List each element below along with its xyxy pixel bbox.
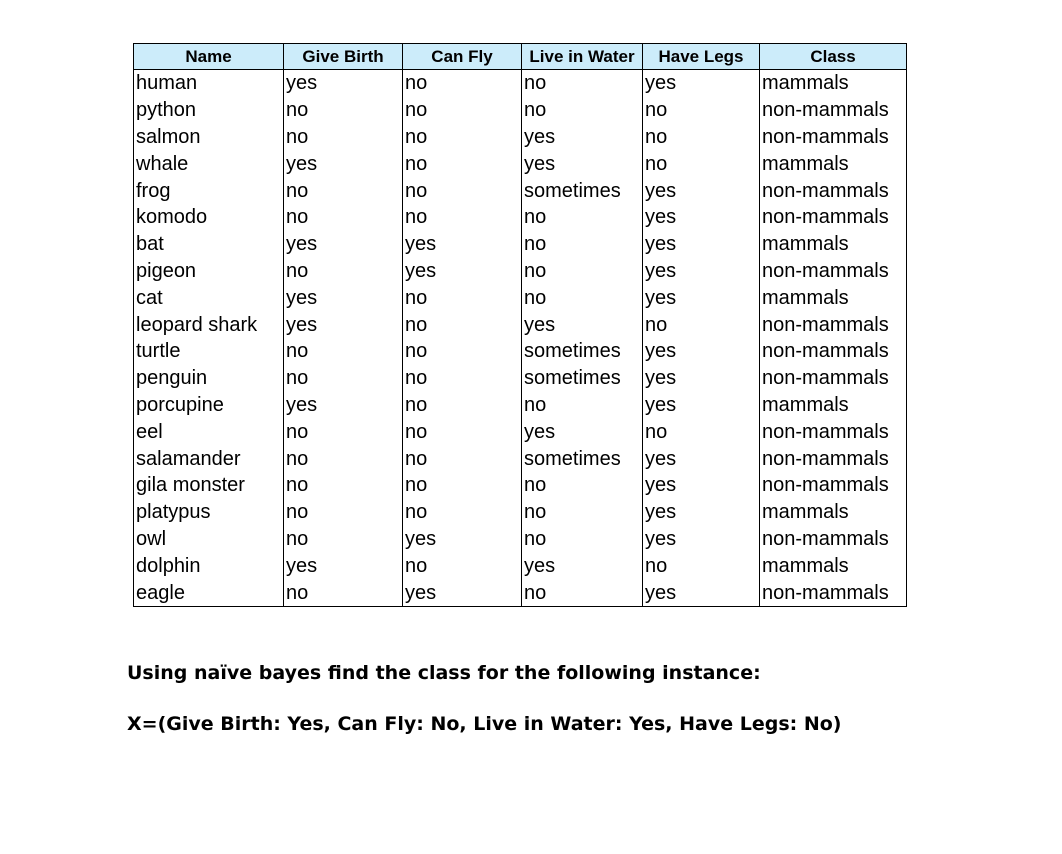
table-row bbox=[134, 258, 907, 285]
cell-have-legs: yes bbox=[643, 445, 760, 472]
table-row bbox=[134, 418, 907, 445]
table-row bbox=[134, 338, 907, 365]
cell-live-in-water: yes bbox=[522, 124, 643, 151]
cell-have-legs: no bbox=[643, 418, 760, 445]
table-row bbox=[134, 311, 907, 338]
cell-class: non-mammals bbox=[760, 338, 907, 365]
cell-class: non-mammals bbox=[760, 365, 907, 392]
cell-class: non-mammals bbox=[760, 579, 907, 606]
cell-name: platypus bbox=[134, 499, 284, 526]
cell-name: salmon bbox=[134, 124, 284, 151]
cell-live-in-water: no bbox=[522, 204, 643, 231]
table-row bbox=[134, 552, 907, 579]
cell-give-birth: yes bbox=[284, 150, 403, 177]
table-row bbox=[134, 231, 907, 258]
cell-class: mammals bbox=[760, 231, 907, 258]
column-header-can-fly: Can Fly bbox=[403, 44, 522, 70]
cell-class: mammals bbox=[760, 284, 907, 311]
cell-name: gila monster bbox=[134, 472, 284, 499]
cell-have-legs: yes bbox=[643, 472, 760, 499]
cell-have-legs: yes bbox=[643, 338, 760, 365]
cell-live-in-water: yes bbox=[522, 311, 643, 338]
cell-can-fly: no bbox=[403, 284, 522, 311]
cell-class: non-mammals bbox=[760, 258, 907, 285]
cell-name: eagle bbox=[134, 579, 284, 606]
cell-have-legs: yes bbox=[643, 284, 760, 311]
cell-live-in-water: no bbox=[522, 579, 643, 606]
cell-live-in-water: no bbox=[522, 231, 643, 258]
cell-name: frog bbox=[134, 177, 284, 204]
table-row bbox=[134, 392, 907, 419]
cell-give-birth: yes bbox=[284, 392, 403, 419]
cell-name: whale bbox=[134, 150, 284, 177]
cell-name: porcupine bbox=[134, 392, 284, 419]
cell-name: turtle bbox=[134, 338, 284, 365]
cell-class: non-mammals bbox=[760, 418, 907, 445]
cell-name: komodo bbox=[134, 204, 284, 231]
cell-have-legs: no bbox=[643, 311, 760, 338]
cell-have-legs: yes bbox=[643, 579, 760, 606]
column-header-give-birth: Give Birth bbox=[284, 44, 403, 70]
cell-give-birth: yes bbox=[284, 70, 403, 97]
cell-live-in-water: no bbox=[522, 70, 643, 97]
cell-live-in-water: yes bbox=[522, 418, 643, 445]
cell-can-fly: no bbox=[403, 204, 522, 231]
question-prompt: Using naïve bayes find the class for the following instance: bbox=[127, 662, 761, 684]
table-row bbox=[134, 445, 907, 472]
cell-name: penguin bbox=[134, 365, 284, 392]
cell-class: mammals bbox=[760, 392, 907, 419]
cell-give-birth: no bbox=[284, 258, 403, 285]
cell-give-birth: no bbox=[284, 124, 403, 151]
cell-live-in-water: sometimes bbox=[522, 365, 643, 392]
cell-live-in-water: sometimes bbox=[522, 445, 643, 472]
cell-give-birth: no bbox=[284, 97, 403, 124]
cell-class: mammals bbox=[760, 70, 907, 97]
cell-have-legs: no bbox=[643, 552, 760, 579]
cell-can-fly: no bbox=[403, 124, 522, 151]
cell-give-birth: no bbox=[284, 526, 403, 553]
cell-live-in-water: sometimes bbox=[522, 338, 643, 365]
cell-class: non-mammals bbox=[760, 472, 907, 499]
table-header-row bbox=[134, 44, 907, 70]
cell-name: cat bbox=[134, 284, 284, 311]
cell-can-fly: no bbox=[403, 365, 522, 392]
table-row bbox=[134, 284, 907, 311]
cell-class: non-mammals bbox=[760, 311, 907, 338]
cell-have-legs: yes bbox=[643, 392, 760, 419]
cell-can-fly: no bbox=[403, 177, 522, 204]
cell-can-fly: no bbox=[403, 150, 522, 177]
question-instance: X=(Give Birth: Yes, Can Fly: No, Live in Water: Yes, Have Legs: No) bbox=[127, 713, 842, 735]
cell-live-in-water: no bbox=[522, 526, 643, 553]
cell-can-fly: no bbox=[403, 70, 522, 97]
cell-have-legs: yes bbox=[643, 365, 760, 392]
cell-name: leopard shark bbox=[134, 311, 284, 338]
cell-can-fly: no bbox=[403, 445, 522, 472]
table-row bbox=[134, 124, 907, 151]
table-row bbox=[134, 365, 907, 392]
table-body bbox=[134, 70, 907, 607]
cell-can-fly: no bbox=[403, 472, 522, 499]
cell-class: non-mammals bbox=[760, 526, 907, 553]
cell-live-in-water: no bbox=[522, 97, 643, 124]
cell-give-birth: no bbox=[284, 472, 403, 499]
cell-name: salamander bbox=[134, 445, 284, 472]
cell-can-fly: no bbox=[403, 97, 522, 124]
cell-class: non-mammals bbox=[760, 97, 907, 124]
cell-name: eel bbox=[134, 418, 284, 445]
cell-class: non-mammals bbox=[760, 177, 907, 204]
cell-give-birth: yes bbox=[284, 311, 403, 338]
cell-have-legs: yes bbox=[643, 177, 760, 204]
cell-name: human bbox=[134, 70, 284, 97]
cell-give-birth: yes bbox=[284, 552, 403, 579]
cell-class: mammals bbox=[760, 552, 907, 579]
cell-have-legs: yes bbox=[643, 499, 760, 526]
table-row bbox=[134, 579, 907, 606]
cell-class: non-mammals bbox=[760, 124, 907, 151]
cell-have-legs: no bbox=[643, 150, 760, 177]
cell-have-legs: no bbox=[643, 97, 760, 124]
table-row bbox=[134, 499, 907, 526]
cell-live-in-water: no bbox=[522, 472, 643, 499]
cell-can-fly: yes bbox=[403, 579, 522, 606]
cell-live-in-water: no bbox=[522, 392, 643, 419]
cell-give-birth: no bbox=[284, 418, 403, 445]
cell-can-fly: yes bbox=[403, 231, 522, 258]
column-header-live-in-water: Live in Water bbox=[522, 44, 643, 70]
cell-live-in-water: sometimes bbox=[522, 177, 643, 204]
cell-have-legs: yes bbox=[643, 526, 760, 553]
column-header-name: Name bbox=[134, 44, 284, 70]
table-row bbox=[134, 204, 907, 231]
cell-have-legs: yes bbox=[643, 258, 760, 285]
cell-can-fly: no bbox=[403, 552, 522, 579]
cell-have-legs: no bbox=[643, 124, 760, 151]
cell-name: python bbox=[134, 97, 284, 124]
table-row bbox=[134, 150, 907, 177]
cell-live-in-water: no bbox=[522, 499, 643, 526]
cell-live-in-water: yes bbox=[522, 150, 643, 177]
cell-class: non-mammals bbox=[760, 204, 907, 231]
cell-name: bat bbox=[134, 231, 284, 258]
cell-have-legs: yes bbox=[643, 70, 760, 97]
table-row bbox=[134, 177, 907, 204]
column-header-have-legs: Have Legs bbox=[643, 44, 760, 70]
column-header-class: Class bbox=[760, 44, 907, 70]
cell-give-birth: no bbox=[284, 365, 403, 392]
cell-have-legs: yes bbox=[643, 204, 760, 231]
table-row bbox=[134, 70, 907, 97]
cell-can-fly: no bbox=[403, 338, 522, 365]
cell-have-legs: yes bbox=[643, 231, 760, 258]
cell-class: mammals bbox=[760, 150, 907, 177]
cell-give-birth: yes bbox=[284, 284, 403, 311]
cell-give-birth: yes bbox=[284, 231, 403, 258]
table-row bbox=[134, 472, 907, 499]
cell-live-in-water: no bbox=[522, 258, 643, 285]
cell-live-in-water: no bbox=[522, 284, 643, 311]
cell-give-birth: no bbox=[284, 204, 403, 231]
cell-can-fly: yes bbox=[403, 258, 522, 285]
cell-can-fly: no bbox=[403, 311, 522, 338]
animal-data-table bbox=[133, 43, 907, 607]
cell-class: non-mammals bbox=[760, 445, 907, 472]
cell-name: pigeon bbox=[134, 258, 284, 285]
cell-can-fly: no bbox=[403, 499, 522, 526]
cell-give-birth: no bbox=[284, 177, 403, 204]
cell-can-fly: yes bbox=[403, 526, 522, 553]
cell-name: owl bbox=[134, 526, 284, 553]
cell-give-birth: no bbox=[284, 579, 403, 606]
cell-give-birth: no bbox=[284, 338, 403, 365]
cell-can-fly: no bbox=[403, 418, 522, 445]
table-row bbox=[134, 97, 907, 124]
cell-can-fly: no bbox=[403, 392, 522, 419]
table-row bbox=[134, 526, 907, 553]
cell-class: mammals bbox=[760, 499, 907, 526]
cell-give-birth: no bbox=[284, 445, 403, 472]
cell-name: dolphin bbox=[134, 552, 284, 579]
cell-give-birth: no bbox=[284, 499, 403, 526]
cell-live-in-water: yes bbox=[522, 552, 643, 579]
